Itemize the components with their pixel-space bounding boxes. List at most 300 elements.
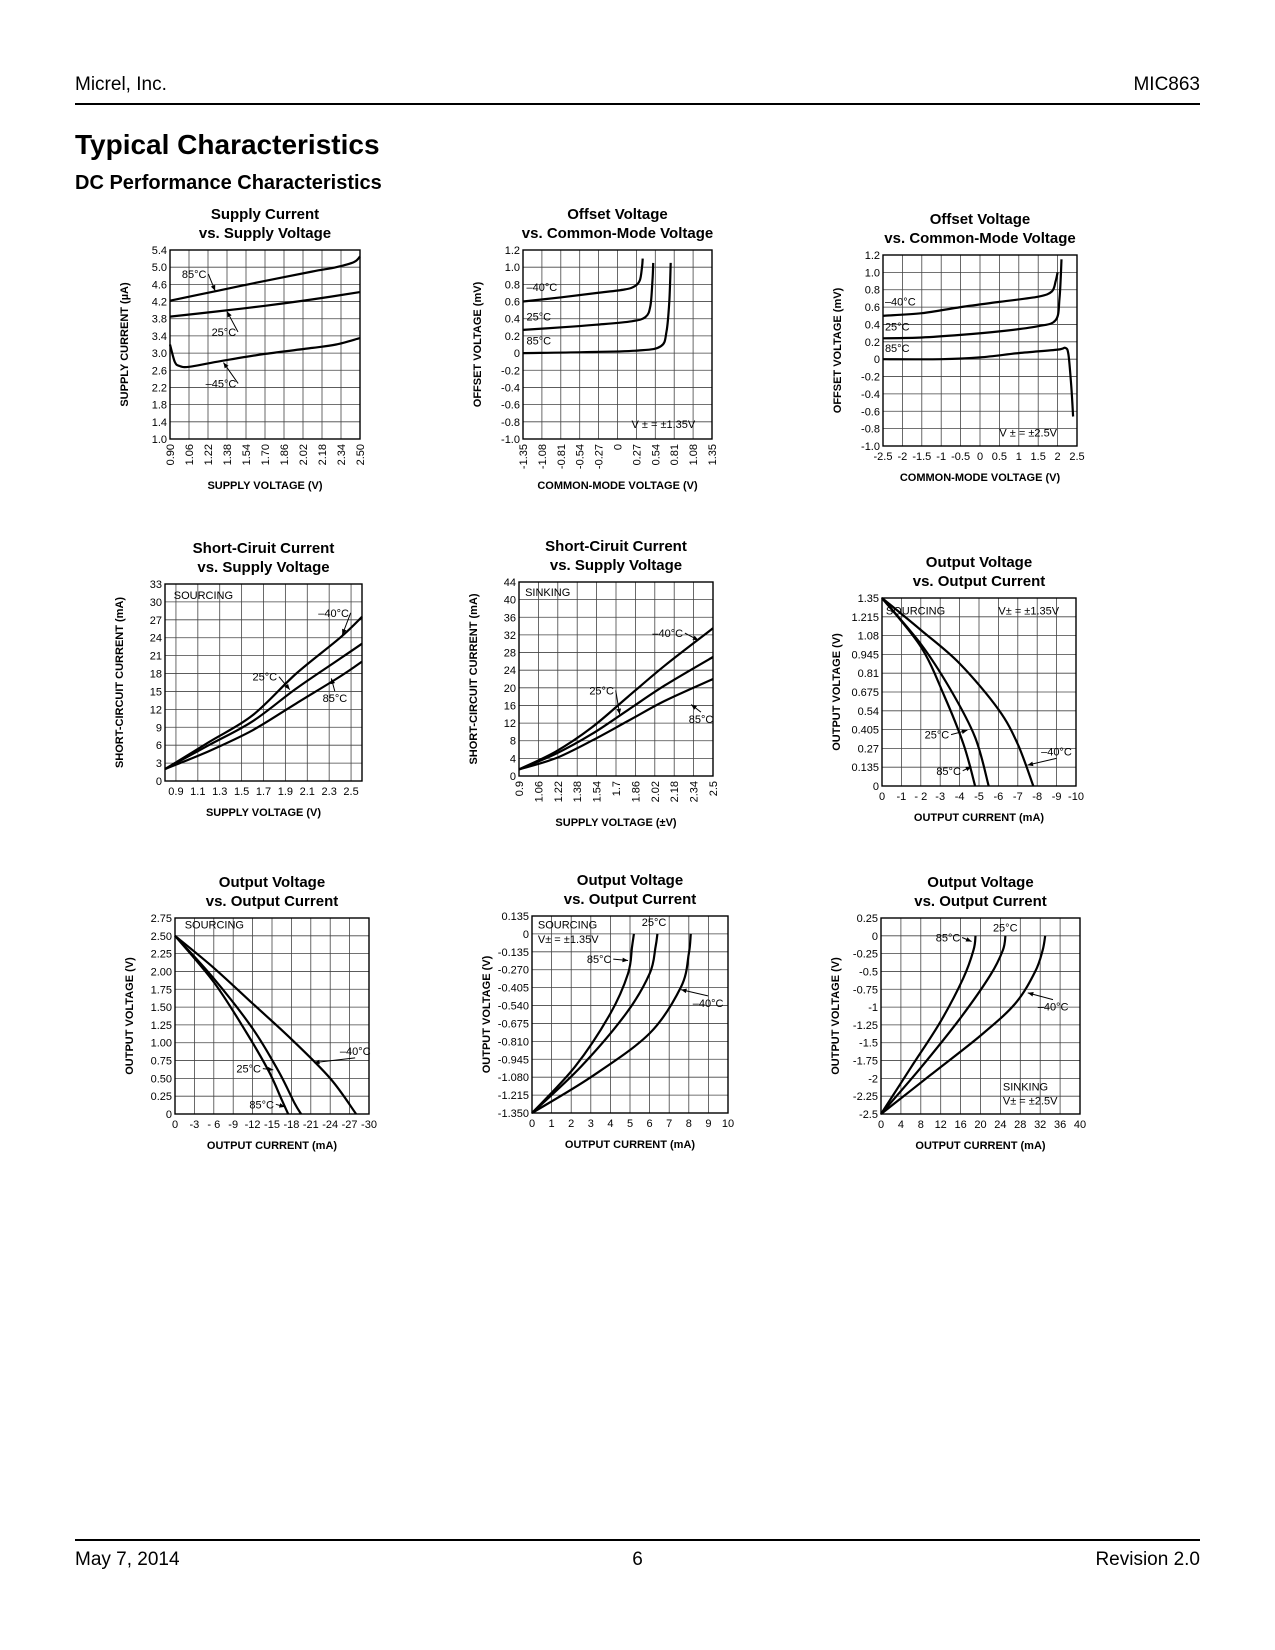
y-tick-label: 1.35 [857,593,879,605]
x-axis-label: OUTPUT CURRENT (mA) [915,1140,1046,1152]
y-tick-label: 1.2 [864,250,880,262]
x-tick-label: 0.5 [991,451,1008,463]
y-tick-label: 24 [149,632,162,645]
x-tick-label: 1.22 [552,781,565,803]
y-tick-label: 0 [509,771,516,783]
annotation-label: 25°C [236,1063,262,1076]
chart-title: vs. Output Current [205,893,339,910]
chart-title: Short-Ciruit Current [192,540,335,557]
y-tick-label: 1.0 [151,434,167,446]
chart-title: Supply Current [210,206,320,223]
x-axis-label: SUPPLY VOLTAGE (V) [205,807,322,819]
y-tick-label: 12 [503,718,516,731]
annotation-label: –40°C [339,1045,371,1058]
y-tick-label: -1.215 [497,1090,529,1103]
y-tick-label: 0.135 [851,762,879,775]
x-tick-label: 16 [954,1119,967,1131]
x-tick-label: 2.34 [336,444,348,466]
annotation-label: SOURCING [184,919,244,932]
y-axis-label: OFFSET VOLTAGE (mV) [832,287,844,414]
x-tick-label: 7 [666,1118,673,1130]
x-tick-label: 3 [587,1118,594,1130]
annotation-label: 85°C [884,343,910,356]
y-tick-label: -1.5 [859,1037,878,1050]
annotation-label: SOURCING [885,605,946,618]
y-tick-label: 1.2 [504,245,520,257]
y-tick-label: 0.4 [864,319,880,332]
y-tick-label: -0.135 [497,946,529,959]
x-axis-label: COMMON-MODE VOLTAGE (V) [537,480,698,492]
chart-output-voltage-sourcing-1p35v [820,540,1110,830]
x-tick-label: 1.38 [572,781,585,803]
y-tick-label: -0.8 [861,423,880,436]
x-tick-label: 1.5 [233,786,250,798]
x-tick-label: 0 [976,451,984,463]
x-tick-label: 1.5 [1030,451,1046,463]
y-tick-label: 2.2 [151,382,167,395]
y-tick-label: 1.00 [150,1037,172,1050]
x-tick-label: 1.70 [260,444,272,466]
x-tick-label: 1.86 [279,444,291,466]
annotation-label: 25°C [992,922,1018,935]
y-tick-label: -0.8 [501,416,520,429]
footer-revision: Revision 2.0 [1095,1549,1200,1570]
y-tick-label: 27 [149,614,162,627]
y-tick-label: 3.0 [151,348,167,361]
chart-title: vs. Supply Voltage [198,225,332,242]
x-tick-label: -1 [936,451,947,463]
x-tick-label: 32 [1034,1119,1047,1131]
y-tick-label: 0.135 [501,911,529,923]
annotation-label: SOURCING [173,589,234,602]
y-tick-label: -1.25 [852,1019,878,1032]
annotation-arrowhead [268,1067,274,1072]
y-tick-label: 30 [149,596,162,609]
x-tick-label: 0 [612,444,625,451]
y-tick-label: 5.0 [151,262,167,275]
y-tick-label: 1.50 [150,1002,172,1015]
y-tick-label: -0.6 [501,399,520,412]
chart-title: Short-Ciruit Current [545,538,687,555]
footer-date: May 7, 2014 [75,1549,180,1570]
x-tick-label: 2.1 [299,786,315,798]
y-tick-label: -0.270 [497,964,529,977]
footer-page-number: 6 [632,1549,643,1570]
y-axis-label: SHORT-CIRCUIT CURRENT (mA) [114,596,126,769]
x-tick-label: - 6 [207,1119,221,1131]
x-tick-label: 2 [1054,451,1061,463]
x-tick-label: 1.7 [255,786,272,798]
series-line-40-c [883,272,1058,315]
x-tick-label: 9 [705,1118,712,1130]
y-tick-label: 24 [503,665,516,678]
y-tick-label: 32 [503,629,516,642]
y-tick-label: 15 [149,686,162,699]
x-tick-label: -3 [189,1119,200,1131]
x-tick-label: -5 [974,791,984,803]
y-axis-label: OUTPUT VOLTAGE (V) [831,633,843,751]
y-tick-label: 0 [873,354,880,367]
x-tick-label: 0.9 [168,786,184,798]
x-tick-label: 8 [917,1119,924,1131]
y-tick-label: -1.75 [852,1055,878,1068]
y-tick-label: 1.75 [150,984,172,997]
x-tick-label: 0.90 [165,444,177,466]
annotation-label: 25°C [641,916,667,929]
annotation-label: 85°C [249,1099,274,1112]
annotation-label: –40°C [318,607,349,620]
annotation-label: SINKING [1002,1081,1049,1094]
x-tick-label: 1.38 [222,444,234,466]
y-tick-label: 0.2 [504,330,520,343]
annotation-label: 85°C [688,714,714,727]
annotation-label: 25°C [924,729,950,742]
y-tick-label: -0.5 [859,966,878,979]
y-tick-label: 0.675 [851,687,879,699]
chart-title: Output Voltage [925,554,1033,571]
y-tick-label: 4.2 [151,296,167,309]
x-tick-label: 2.18 [317,444,329,466]
chart-title: Offset Voltage [567,206,668,223]
y-tick-label: 1.0 [864,267,880,280]
x-axis-label: SUPPLY VOLTAGE (±V) [555,817,677,829]
y-tick-label: -0.810 [497,1036,529,1049]
x-tick-label: -4 [954,791,965,803]
x-tick-label: 24 [994,1119,1007,1131]
y-tick-label: 8 [509,735,516,748]
x-tick-label: 10 [721,1118,735,1130]
y-tick-label: 3.4 [151,330,167,343]
y-tick-label: 2.00 [150,966,172,979]
y-tick-label: 1.4 [151,416,167,429]
y-tick-label: -2.5 [859,1109,878,1121]
chart-title: Output Voltage [927,874,1034,891]
chart-title: Offset Voltage [929,211,1031,228]
x-tick-label: 1.9 [277,786,294,798]
x-tick-label: 0.54 [650,444,663,466]
y-tick-label: 0 [872,781,879,793]
y-axis-label: OUTPUT VOLTAGE (V) [124,957,136,1075]
x-tick-label: -0.27 [593,444,606,470]
chart-output-voltage-sinking [825,868,1115,1158]
y-tick-label: 0.6 [504,296,520,309]
x-axis-label: SUPPLY VOLTAGE (V) [207,480,323,492]
series-line-85-c [883,348,1073,417]
y-tick-label: 0.75 [150,1055,172,1068]
x-tick-label: -0.5 [951,451,971,463]
x-tick-label: - 2 [914,791,928,803]
y-tick-label: -2.25 [852,1091,878,1104]
x-tick-label: 1.35 [707,444,719,466]
y-tick-label: 1.08 [857,630,879,643]
x-tick-label: -0.81 [555,444,568,470]
y-tick-label: -0.6 [861,406,880,419]
x-tick-label: -0.54 [574,444,587,470]
y-tick-label: 44 [503,577,516,589]
annotation-label: –40°C [884,296,916,309]
y-tick-label: 1.215 [851,611,879,624]
y-tick-label: 4 [509,753,516,766]
x-tick-label: 0 [528,1118,536,1130]
y-tick-label: -0.540 [497,1000,529,1013]
x-tick-label: 1.22 [203,444,215,466]
annotation-label: 25°C [211,326,237,339]
annotation-label: 85°C [526,335,552,348]
x-axis-label: COMMON-MODE VOLTAGE (V) [899,472,1061,484]
annotation-label: –40°C [526,282,558,295]
annotation-arrowhead [1028,762,1034,767]
x-tick-label: -27 [341,1119,358,1131]
y-tick-label: -1.080 [497,1072,529,1085]
x-tick-label: 2.34 [688,781,701,803]
y-tick-label: 0.25 [856,913,878,925]
y-tick-label: 3.8 [151,313,167,326]
y-tick-label: -0.405 [497,982,529,995]
annotation-label: 25°C [252,671,278,684]
y-tick-label: -0.4 [501,382,520,395]
x-tick-label: 28 [1014,1119,1027,1131]
x-tick-label: -1 [896,791,907,803]
x-tick-label: 0.9 [514,781,526,797]
page-title: Typical Characteristics [75,129,380,160]
annotation-label: 85°C [322,693,348,706]
x-tick-label: -10 [1068,791,1084,803]
y-tick-label: 2.50 [150,930,172,943]
x-tick-label: -1.35 [518,444,530,470]
x-tick-label: -12 [244,1119,261,1131]
x-tick-label: -8 [1032,791,1043,803]
annotation-arrowhead [616,708,621,714]
x-tick-label: 4 [607,1118,614,1130]
x-tick-label: -1.08 [536,444,549,470]
y-tick-label: 0 [522,928,529,941]
y-axis-label: OUTPUT VOLTAGE (V) [830,957,842,1075]
y-tick-label: 4.6 [151,279,167,292]
y-tick-label: 0.54 [857,705,879,718]
y-axis-label: SHORT-CIRCUIT CURRENT (mA) [468,593,480,765]
x-tick-label: 1.1 [190,786,206,798]
x-tick-label: 1.3 [212,786,228,798]
y-tick-label: 12 [149,704,162,717]
y-tick-label: 36 [503,612,516,625]
chart-offset-voltage-1p35v [472,205,745,500]
y-tick-label: 21 [149,650,162,663]
x-tick-label: -24 [322,1119,339,1131]
y-tick-label: 3 [155,758,162,771]
chart-title: vs. Supply Voltage [549,557,683,574]
x-tick-label: 1.54 [591,781,604,803]
x-tick-label: 1.08 [688,444,701,466]
annotation-label: V± = ±1.35V [537,934,599,947]
x-tick-label: 2.5 [1069,451,1085,463]
header-rule [75,103,1200,105]
x-tick-label: -30 [361,1119,377,1131]
x-tick-label: 2.18 [669,781,682,803]
x-tick-label: 12 [934,1119,947,1131]
annotation-label: V ± = ±1.35V [631,418,696,431]
annotation-label: –40°C [1041,746,1072,759]
annotation-label: SOURCING [537,919,598,932]
annotation-arrowhead [681,989,687,994]
y-tick-label: 0.27 [857,743,879,756]
chart-short-circuit-sinking [468,535,745,830]
annotation-label: 85°C [935,932,961,945]
x-tick-label: 1.86 [630,781,643,803]
chart-title: vs. Output Current [914,893,1047,910]
y-tick-label: 1.8 [151,399,167,412]
y-tick-label: -1.350 [497,1108,529,1120]
y-tick-label: 0.405 [851,724,879,737]
x-tick-label: 0 [171,1119,179,1131]
y-axis-label: OUTPUT VOLTAGE (V) [481,955,493,1074]
y-tick-label: -0.2 [501,365,520,378]
x-tick-label: 40 [1073,1119,1087,1131]
annotation-label: V± = ±1.35V [998,605,1060,618]
x-tick-label: -7 [1012,791,1023,803]
x-tick-label: -15 [264,1119,280,1131]
x-tick-label: 1.7 [611,781,623,797]
x-tick-label: 2.5 [343,786,359,798]
x-tick-label: 2.5 [708,781,720,797]
y-tick-label: 0 [513,348,520,361]
y-tick-label: -2 [868,1073,878,1086]
chart-title: Output Voltage [576,872,684,889]
y-tick-label: 0.6 [864,302,880,315]
x-tick-label: 0 [878,791,886,803]
x-tick-label: 1.06 [184,444,196,466]
y-tick-label: 1.25 [150,1019,172,1032]
x-axis-label: OUTPUT CURRENT (mA) [206,1140,338,1152]
annotation-label: –40°C [1037,1001,1069,1014]
y-tick-label: 5.4 [151,245,167,257]
x-tick-label: 36 [1053,1119,1067,1131]
y-tick-label: 0 [165,1109,172,1121]
annotation-label: SINKING [525,587,571,600]
x-tick-label: -2.5 [873,451,893,463]
y-tick-label: 0.8 [504,279,520,292]
annotation-arrowhead [223,363,228,369]
annotation-arrowhead [211,285,215,291]
annotation-label: 25°C [526,311,552,324]
x-tick-label: -2 [897,451,908,463]
x-tick-label: 8 [685,1118,692,1130]
y-tick-label: -0.4 [861,388,880,401]
x-tick-label: 1.06 [533,781,546,803]
y-axis-label: SUPPLY CURRENT (µA) [119,282,131,407]
chart-title: vs. Output Current [912,573,1046,590]
y-tick-label: 40 [503,594,516,607]
annotation-label: V ± = ±2.5V [999,427,1058,440]
x-tick-label: -9 [228,1119,239,1131]
x-tick-label: -3 [935,791,946,803]
y-tick-label: 0.50 [150,1073,172,1086]
x-tick-label: 2.3 [321,786,337,798]
y-tick-label: -0.2 [861,371,880,384]
y-tick-label: 2.6 [151,365,167,378]
x-tick-label: 1.54 [241,444,253,466]
x-tick-label: -6 [993,791,1004,803]
x-tick-label: 0.81 [669,444,682,466]
y-tick-label: 0.81 [857,668,879,681]
x-axis-label: OUTPUT CURRENT (mA) [564,1139,696,1151]
y-tick-label: 0 [155,776,162,788]
y-tick-label: 0.8 [864,284,880,297]
chart-title: vs. Common-Mode Voltage [521,225,714,242]
y-tick-label: 6 [155,740,162,753]
header-company: Micrel, Inc. [75,74,167,95]
y-tick-label: 1.0 [504,262,520,275]
x-tick-label: -9 [1051,791,1062,803]
x-tick-label: -18 [283,1119,300,1131]
y-tick-label: 9 [155,722,162,735]
series-line-40-c [523,259,643,302]
section-title: DC Performance Characteristics [75,172,382,194]
x-tick-label: 1 [548,1118,555,1130]
x-tick-label: 2 [568,1118,575,1130]
x-tick-label: 5 [626,1118,634,1130]
y-tick-label: -0.25 [852,948,878,961]
y-tick-label: -0.75 [852,984,878,997]
chart-short-circuit-sourcing [115,535,385,830]
x-tick-label: 0.27 [631,444,644,466]
chart-title: vs. Supply Voltage [197,559,330,576]
x-tick-label: -21 [302,1119,319,1131]
y-tick-label: 33 [149,579,162,591]
x-tick-label: 2.50 [355,444,367,466]
x-tick-label: 0 [877,1119,885,1131]
annotation-label: 25°C [589,685,614,698]
y-tick-label: 0.2 [864,336,880,349]
annotation-label: 85°C [936,765,961,778]
y-tick-label: -0.675 [497,1018,529,1031]
annotation-label: –45°C [205,378,237,391]
x-axis-label: OUTPUT CURRENT (mA) [913,812,1045,824]
y-tick-label: -1 [868,1002,878,1015]
x-tick-label: 1 [1015,451,1022,463]
x-tick-label: 6 [646,1118,653,1130]
x-tick-label: 2.02 [298,444,310,466]
y-tick-label: -0.945 [497,1054,529,1067]
y-tick-label: 2.75 [150,913,172,925]
y-tick-label: 20 [503,682,516,695]
annotation-label: V± = ±2.5V [1002,1095,1058,1108]
x-tick-label: 2.02 [649,781,662,803]
y-tick-label: 0 [871,930,878,943]
annotation-label: 85°C [586,954,612,967]
annotation-label: 85°C [181,268,207,281]
chart-title: vs. Common-Mode Voltage [884,230,1076,247]
annotation-label: 25°C [884,321,910,334]
annotation-label: –40°C [652,628,684,641]
annotation-label: –40°C [692,997,724,1010]
x-tick-label: -1.5 [912,451,932,463]
y-tick-label: 2.25 [150,948,172,961]
x-tick-label: 4 [897,1119,904,1131]
footer-rule [75,1539,1200,1541]
y-tick-label: 0.945 [851,649,879,662]
chart-title: vs. Output Current [563,891,697,908]
x-tick-label: 20 [974,1119,987,1131]
chart-output-voltage-sourcing-10ma [470,868,760,1158]
y-tick-label: -1.0 [861,441,880,453]
chart-offset-voltage-2p5v [830,205,1100,500]
chart-title: Output Voltage [218,874,326,891]
y-tick-label: 28 [503,647,516,660]
y-tick-label: 16 [503,700,516,713]
y-tick-label: 18 [149,668,162,681]
chart-output-voltage-sourcing-2p5v [120,868,390,1158]
y-tick-label: -1.0 [501,434,520,446]
